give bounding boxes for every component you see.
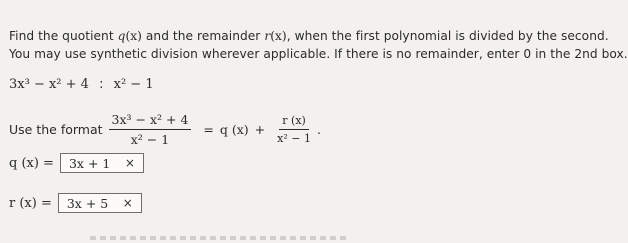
format-rhs-numerator: r (x)	[279, 114, 309, 130]
format-period: .	[316, 122, 321, 137]
quotient-value[interactable]: 3x + 1	[68, 155, 111, 171]
format-lhs-fraction	[109, 112, 192, 147]
format-q-term: q (x)	[219, 122, 249, 137]
format-equals: =	[203, 122, 214, 137]
quotient-row	[9, 153, 144, 173]
instructions-line2: You may use synthetic division wherever applicable. If there is no remainder, enter 0 in the 2nd box.	[9, 47, 628, 61]
format-lhs-numerator: 3x³ − x² + 4	[109, 112, 192, 130]
close-icon[interactable]: ×	[124, 156, 135, 170]
remainder-input[interactable]	[58, 193, 142, 213]
format-rhs-fraction	[277, 114, 311, 145]
format-hint	[9, 112, 321, 147]
instructions-line1: Find the quotient q(x) and the remainder r(x), when the first polynomial is divided by the second.	[9, 29, 609, 43]
quotient-label: q (x) =	[9, 155, 54, 171]
quotient-input[interactable]	[60, 153, 144, 173]
instructions	[9, 27, 628, 63]
format-rhs-denominator: x² − 1	[277, 132, 311, 145]
remainder-row	[9, 193, 142, 213]
problem-separator: :	[99, 77, 104, 92]
remainder-value[interactable]: 3x + 5	[66, 195, 109, 211]
format-plus: +	[254, 122, 266, 137]
format-label: Use the format	[9, 122, 103, 137]
divisor: x² − 1	[113, 77, 154, 92]
bottom-divider	[90, 236, 350, 240]
dividend: 3x³ − x² + 4	[9, 77, 89, 92]
problem-statement	[9, 77, 154, 92]
format-lhs-denominator: x² − 1	[130, 132, 170, 147]
remainder-label: r (x) =	[9, 195, 52, 211]
close-icon[interactable]: ×	[122, 196, 133, 210]
